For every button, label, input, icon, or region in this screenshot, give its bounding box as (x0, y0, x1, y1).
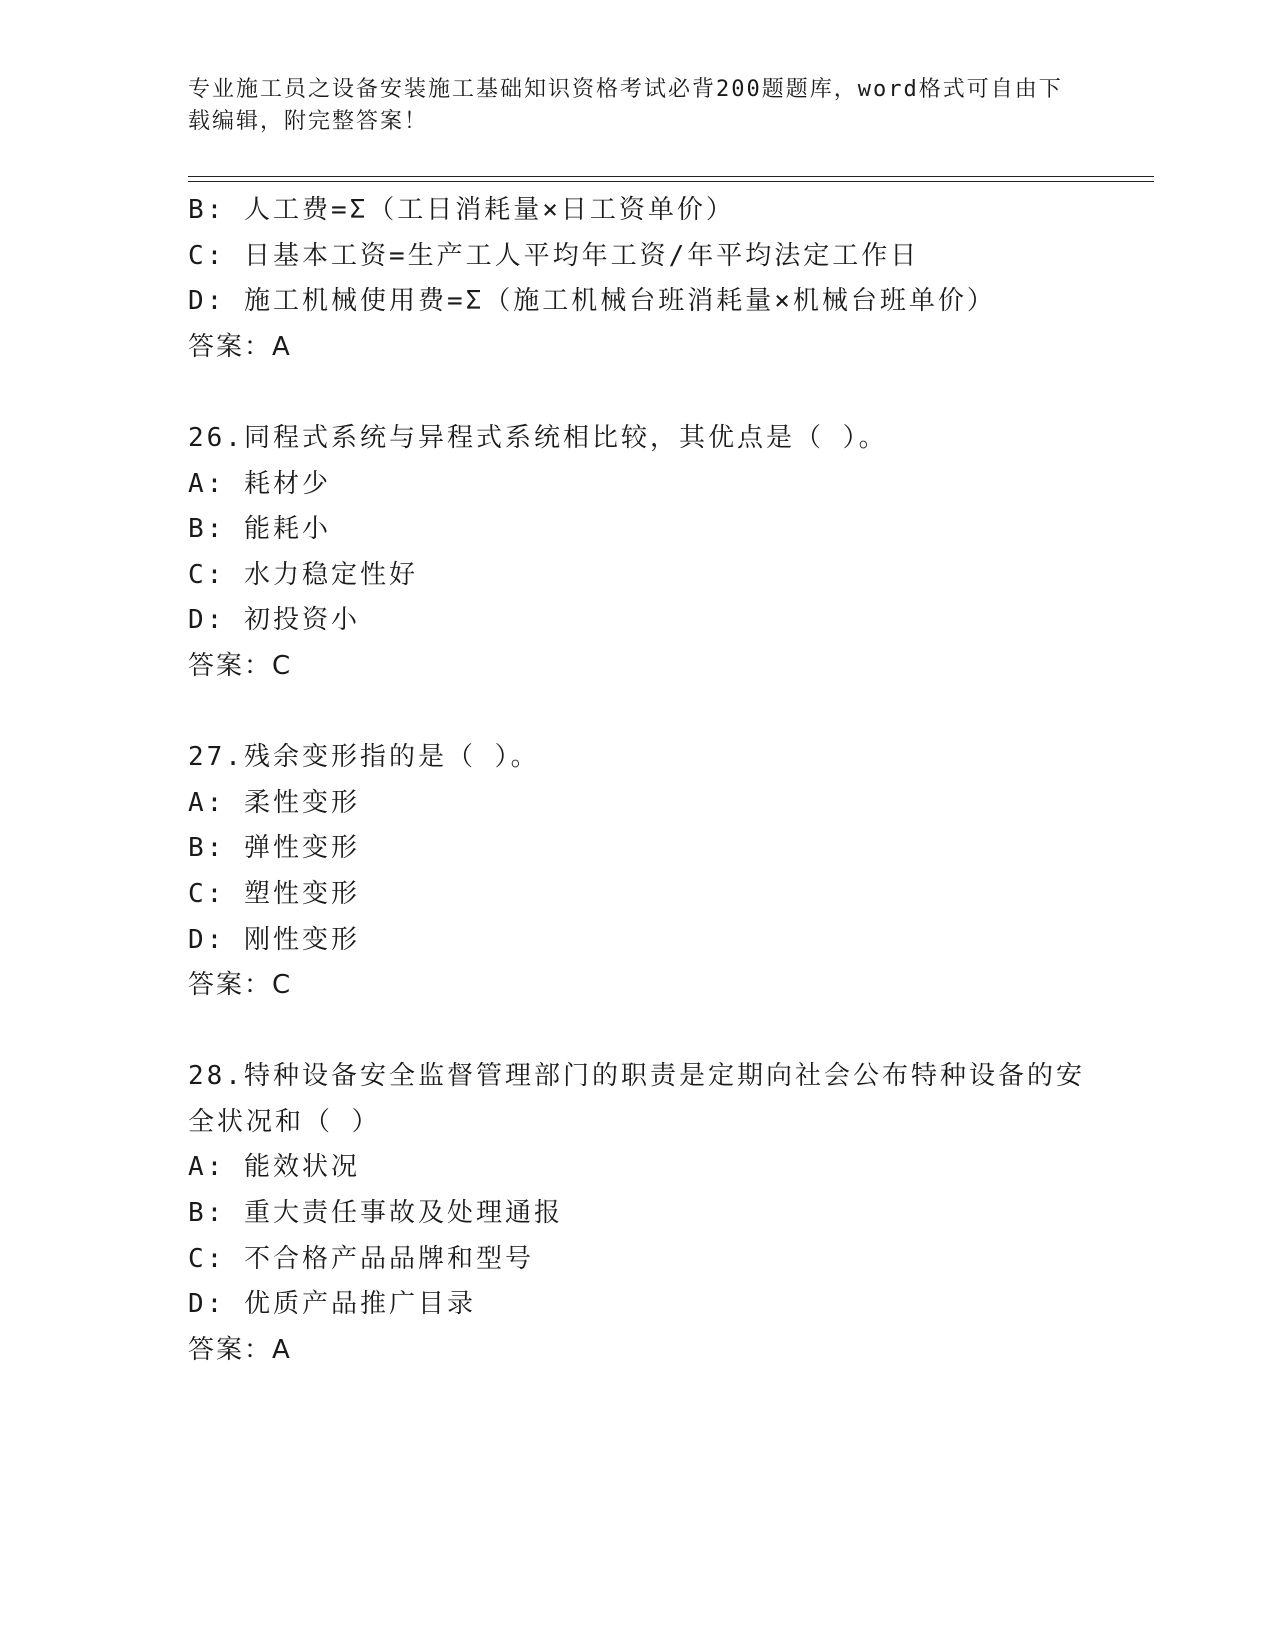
question-26 (188, 416, 1088, 690)
question-27 (188, 735, 1088, 1009)
question-stem: 27.残余变形指的是（ ）。 (188, 742, 540, 773)
option-d: D: 刚性变形 (188, 924, 360, 955)
option-b: B: 弹性变形 (188, 833, 360, 864)
option-d: D: 施工机械使用费=Σ（施工机械台班消耗量×机械台班单价） (188, 286, 996, 317)
option-b: B: 重大责任事故及处理通报 (188, 1198, 563, 1229)
option-a: A: 耗材少 (188, 468, 331, 499)
option-b: B: 能耗小 (188, 514, 331, 545)
option-d: D: 优质产品推广目录 (188, 1289, 476, 1320)
answer-label: 答案：C (188, 650, 293, 681)
option-c: C: 水力稳定性好 (188, 559, 418, 590)
question-list (188, 188, 1088, 1373)
option-c: C: 塑性变形 (188, 878, 360, 909)
answer-label: 答案：A (188, 331, 292, 362)
header-divider-top (188, 176, 1154, 177)
option-d: D: 初投资小 (188, 605, 360, 636)
question-28 (188, 1054, 1088, 1373)
option-b: B: 人工费=Σ（工日消耗量×日工资单价） (188, 195, 735, 225)
answer-label: 答案：A (188, 1334, 292, 1365)
option-c: C: 日基本工资=生产工人平均年工资/年平均法定工作日 (188, 240, 920, 271)
option-c: C: 不合格产品品牌和型号 (188, 1243, 534, 1274)
answer-label: 答案：C (188, 970, 293, 1001)
question-stem: 28.特种设备安全监督管理部门的职责是定期向社会公布特种设备的安全状况和（ ） (188, 1061, 1085, 1137)
header-divider-bottom (188, 181, 1154, 182)
question-stem: 26.同程式系统与异程式系统相比较，其优点是（ ）。 (188, 422, 888, 453)
option-a: A: 能效状况 (188, 1152, 360, 1183)
prev-question-block (188, 188, 1088, 370)
document-header: 专业施工员之设备安装施工基础知识资格考试必背200题题库，word格式可自由下载编辑，附完整答案！ (188, 77, 1063, 134)
option-a: A: 柔性变形 (188, 787, 360, 818)
